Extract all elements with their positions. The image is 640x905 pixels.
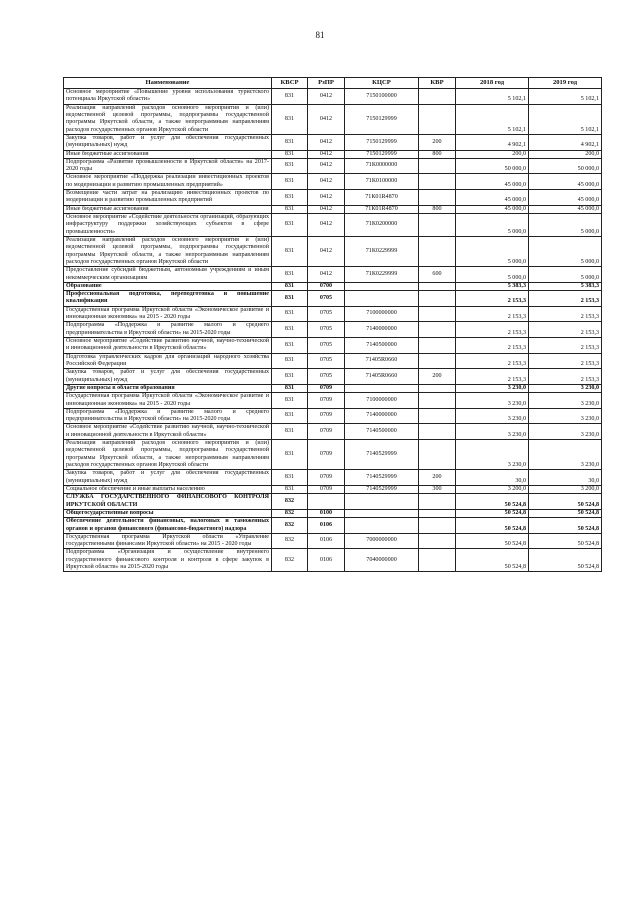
cell-2018: 5 000,0 bbox=[456, 236, 529, 266]
cell-kvr bbox=[419, 338, 456, 354]
cell-name: Основное мероприятие «Поддержка реализации инвестиционных проектов по модернизации и развитию промышленных предприятий» bbox=[64, 174, 272, 190]
cell-rzpr: 0412 bbox=[308, 134, 345, 150]
cell-kcsr: 7040000000 bbox=[345, 549, 419, 572]
cell-2019: 50 524,8 bbox=[529, 518, 602, 534]
cell-kvsr: 831 bbox=[272, 134, 308, 150]
table-row bbox=[64, 393, 602, 409]
page-number: 81 bbox=[315, 30, 325, 40]
cell-2018: 3 230,0 bbox=[456, 384, 529, 392]
cell-kvr bbox=[419, 322, 456, 338]
cell-2018: 50 524,8 bbox=[456, 509, 529, 517]
cell-kvsr: 831 bbox=[272, 408, 308, 424]
cell-2018: 3 200,0 bbox=[456, 485, 529, 493]
cell-kcsr: 71405R0660 bbox=[345, 369, 419, 385]
table-row bbox=[64, 384, 602, 392]
cell-kvr bbox=[419, 291, 456, 307]
cell-kvsr: 831 bbox=[272, 267, 308, 283]
table-row bbox=[64, 267, 602, 283]
cell-rzpr: 0100 bbox=[308, 509, 345, 517]
cell-2019: 4 902,1 bbox=[529, 134, 602, 150]
cell-rzpr: 0705 bbox=[308, 369, 345, 385]
cell-2019: 5 000,0 bbox=[529, 267, 602, 283]
cell-name: СЛУЖБА ГОСУДАРСТВЕННОГО ФИНАНСОВОГО КОНТРОЛЯ ИРКУТСКОЙ ОБЛАСТИ bbox=[64, 494, 272, 510]
table-row bbox=[64, 533, 602, 549]
cell-kvsr: 831 bbox=[272, 306, 308, 322]
cell-name: Другие вопросы в области образования bbox=[64, 384, 272, 392]
cell-kvr bbox=[419, 353, 456, 369]
cell-kvr bbox=[419, 424, 456, 440]
cell-kvsr: 831 bbox=[272, 470, 308, 486]
cell-kcsr: 7100000000 bbox=[345, 393, 419, 409]
cell-rzpr: 0705 bbox=[308, 338, 345, 354]
cell-rzpr: 0705 bbox=[308, 306, 345, 322]
cell-kcsr: 7140000000 bbox=[345, 408, 419, 424]
cell-2019: 2 153,3 bbox=[529, 306, 602, 322]
cell-kcsr: 71К0200000 bbox=[345, 214, 419, 237]
header-kcsr: КЦСР bbox=[345, 78, 419, 89]
cell-rzpr: 0412 bbox=[308, 158, 345, 174]
table-row bbox=[64, 518, 602, 534]
cell-2019: 5 000,0 bbox=[529, 214, 602, 237]
cell-2018: 5 383,3 bbox=[456, 282, 529, 290]
cell-rzpr: 0412 bbox=[308, 267, 345, 283]
cell-kvr: 800 bbox=[419, 150, 456, 158]
cell-name: Подпрограмма «Поддержка и развитие малого и среднего предпринимательства в Иркутской области» на 2015-2020 годы bbox=[64, 322, 272, 338]
cell-rzpr: 0709 bbox=[308, 393, 345, 409]
cell-rzpr: 0705 bbox=[308, 353, 345, 369]
cell-kvr: 800 bbox=[419, 205, 456, 213]
cell-kvsr: 832 bbox=[272, 509, 308, 517]
cell-rzpr bbox=[308, 494, 345, 510]
table-row bbox=[64, 236, 602, 266]
table-row bbox=[64, 174, 602, 190]
cell-2018: 50 524,8 bbox=[456, 533, 529, 549]
cell-name: Государственная программа Иркутской области «Экономическое развитие и инновационная экономика» на 2015 - 2020 годы bbox=[64, 306, 272, 322]
cell-kvsr: 831 bbox=[272, 440, 308, 470]
cell-kcsr: 7000000000 bbox=[345, 533, 419, 549]
cell-kvsr: 831 bbox=[272, 150, 308, 158]
cell-2018: 50 524,8 bbox=[456, 518, 529, 534]
cell-kvsr: 832 bbox=[272, 549, 308, 572]
cell-kvsr: 831 bbox=[272, 89, 308, 105]
cell-2018: 2 153,3 bbox=[456, 353, 529, 369]
cell-kvr bbox=[419, 158, 456, 174]
cell-kvsr: 832 bbox=[272, 533, 308, 549]
cell-name: Профессиональная подготовка, переподготовка и повышение квалификации bbox=[64, 291, 272, 307]
table-row bbox=[64, 549, 602, 572]
cell-kcsr: 71К0100000 bbox=[345, 174, 419, 190]
cell-2018: 5 102,1 bbox=[456, 89, 529, 105]
cell-2018: 30,0 bbox=[456, 470, 529, 486]
table-row bbox=[64, 291, 602, 307]
table-row bbox=[64, 282, 602, 290]
cell-2019: 50 524,8 bbox=[529, 494, 602, 510]
cell-2019: 2 153,3 bbox=[529, 338, 602, 354]
cell-rzpr: 0412 bbox=[308, 190, 345, 206]
table-row bbox=[64, 306, 602, 322]
cell-kvsr: 831 bbox=[272, 384, 308, 392]
cell-kcsr: 7100000000 bbox=[345, 306, 419, 322]
cell-2019: 50 524,8 bbox=[529, 509, 602, 517]
cell-kvsr: 831 bbox=[272, 205, 308, 213]
cell-2018: 2 153,3 bbox=[456, 338, 529, 354]
cell-2019: 2 153,3 bbox=[529, 353, 602, 369]
cell-kvr bbox=[419, 384, 456, 392]
cell-kcsr: 71К0229999 bbox=[345, 236, 419, 266]
budget-table bbox=[63, 77, 602, 572]
table-row bbox=[64, 369, 602, 385]
table-row bbox=[64, 424, 602, 440]
cell-kvr bbox=[419, 509, 456, 517]
cell-name: Государственная программа Иркутской области «Экономическое развитие и инновационная экономика» на 2015 - 2020 годы bbox=[64, 393, 272, 409]
cell-2018: 3 230,0 bbox=[456, 440, 529, 470]
cell-rzpr: 0412 bbox=[308, 174, 345, 190]
cell-kvsr: 831 bbox=[272, 214, 308, 237]
cell-kvsr: 832 bbox=[272, 518, 308, 534]
cell-2018: 2 153,3 bbox=[456, 306, 529, 322]
table-row bbox=[64, 89, 602, 105]
cell-kvr bbox=[419, 518, 456, 534]
cell-2019: 50 524,8 bbox=[529, 549, 602, 572]
cell-kcsr bbox=[345, 494, 419, 510]
cell-2018: 45 000,0 bbox=[456, 174, 529, 190]
cell-rzpr: 0412 bbox=[308, 104, 345, 134]
header-rzpr: РзПР bbox=[308, 78, 345, 89]
cell-2018: 50 000,0 bbox=[456, 158, 529, 174]
cell-kcsr bbox=[345, 282, 419, 290]
cell-kvr bbox=[419, 549, 456, 572]
cell-name: Возмещение части затрат на реализацию инвестиционных проектов по модернизации и развитию промышленных предприятий bbox=[64, 190, 272, 206]
cell-2019: 2 153,3 bbox=[529, 322, 602, 338]
cell-kvr bbox=[419, 174, 456, 190]
cell-2018: 50 524,8 bbox=[456, 549, 529, 572]
table-row bbox=[64, 134, 602, 150]
cell-2018: 50 524,8 bbox=[456, 494, 529, 510]
cell-2019: 45 000,0 bbox=[529, 205, 602, 213]
table-row bbox=[64, 353, 602, 369]
cell-kcsr: 7140529999 bbox=[345, 485, 419, 493]
cell-kvr bbox=[419, 306, 456, 322]
table-row bbox=[64, 322, 602, 338]
cell-2019: 30,0 bbox=[529, 470, 602, 486]
cell-name: Реализация направлений расходов основного мероприятия и (или) ведомственной целевой программы, подпрограммы государственной программы Иркутской области, а также непрограммным направлениям расходов государственных органов Иркутской области bbox=[64, 236, 272, 266]
cell-kvr bbox=[419, 393, 456, 409]
cell-kvr bbox=[419, 89, 456, 105]
cell-rzpr: 0412 bbox=[308, 150, 345, 158]
header-2019: 2019 год bbox=[529, 78, 602, 89]
cell-2019: 200,0 bbox=[529, 150, 602, 158]
cell-kvsr: 831 bbox=[272, 158, 308, 174]
cell-kvsr: 831 bbox=[272, 104, 308, 134]
cell-kcsr: 7150129999 bbox=[345, 104, 419, 134]
cell-2019: 3 230,0 bbox=[529, 424, 602, 440]
cell-kvr bbox=[419, 190, 456, 206]
cell-kcsr: 71К01R4870 bbox=[345, 190, 419, 206]
cell-kvsr: 832 bbox=[272, 494, 308, 510]
cell-name: Подпрограмма «Организация и осуществление внутреннего государственного финансового контроля и контроля в сфере закупок в Иркутской области» на 2015-2020 годы bbox=[64, 549, 272, 572]
cell-kcsr: 7140529999 bbox=[345, 470, 419, 486]
cell-2018: 2 153,3 bbox=[456, 369, 529, 385]
table-body bbox=[64, 89, 602, 572]
cell-kvr bbox=[419, 214, 456, 237]
table-row bbox=[64, 150, 602, 158]
cell-kvsr: 831 bbox=[272, 282, 308, 290]
cell-name: Обеспечение деятельности финансовых, налоговых и таможенных органов и органов финансового (финансово-бюджетного) надзора bbox=[64, 518, 272, 534]
cell-kvr bbox=[419, 533, 456, 549]
cell-name: Основное мероприятие «Содействие развитию научной, научно-технической и инновационной деятельности в Иркутской области» bbox=[64, 424, 272, 440]
table-row bbox=[64, 158, 602, 174]
cell-name: Реализация направлений расходов основного мероприятия и (или) ведомственной целевой программы, подпрограммы государственной программы Иркутской области, а также непрограммным направлениям расходов государственных органов Иркутской области bbox=[64, 104, 272, 134]
header-kvsr: КВСР bbox=[272, 78, 308, 89]
table-header-row bbox=[64, 78, 602, 89]
table-row bbox=[64, 205, 602, 213]
cell-rzpr: 0412 bbox=[308, 214, 345, 237]
cell-rzpr: 0709 bbox=[308, 485, 345, 493]
cell-2019: 5 000,0 bbox=[529, 236, 602, 266]
cell-kvr: 200 bbox=[419, 369, 456, 385]
cell-name: Закупка товаров, работ и услуг для обеспечения государственных (муниципальных) нужд bbox=[64, 134, 272, 150]
table-row bbox=[64, 190, 602, 206]
cell-kvr bbox=[419, 440, 456, 470]
cell-name: Основное мероприятие «Повышение уровня использования туристского потенциала Иркутской области» bbox=[64, 89, 272, 105]
cell-kvr bbox=[419, 494, 456, 510]
cell-kvr bbox=[419, 236, 456, 266]
cell-rzpr: 0705 bbox=[308, 322, 345, 338]
table-row bbox=[64, 214, 602, 237]
cell-2018: 3 230,0 bbox=[456, 408, 529, 424]
header-kvr: КВР bbox=[419, 78, 456, 89]
cell-rzpr: 0700 bbox=[308, 282, 345, 290]
cell-kvsr: 831 bbox=[272, 338, 308, 354]
cell-2018: 45 000,0 bbox=[456, 190, 529, 206]
cell-2018: 2 153,3 bbox=[456, 291, 529, 307]
cell-kvr: 200 bbox=[419, 470, 456, 486]
cell-2019: 2 153,3 bbox=[529, 369, 602, 385]
cell-2019: 2 153,3 bbox=[529, 291, 602, 307]
cell-name: Иные бюджетные ассигнования bbox=[64, 205, 272, 213]
cell-kcsr bbox=[345, 509, 419, 517]
cell-2018: 5 000,0 bbox=[456, 214, 529, 237]
table-row bbox=[64, 338, 602, 354]
cell-kvr bbox=[419, 104, 456, 134]
cell-kvsr: 831 bbox=[272, 236, 308, 266]
header-2018: 2018 год bbox=[456, 78, 529, 89]
cell-kcsr bbox=[345, 291, 419, 307]
cell-2019: 5 102,1 bbox=[529, 89, 602, 105]
cell-2018: 3 230,0 bbox=[456, 424, 529, 440]
cell-rzpr: 0412 bbox=[308, 89, 345, 105]
cell-name: Общегосударственные вопросы bbox=[64, 509, 272, 517]
cell-name: Основное мероприятие «Содействие развитию научной, научно-технической и инновационной деятельности в Иркутской области» bbox=[64, 338, 272, 354]
cell-rzpr: 0709 bbox=[308, 440, 345, 470]
cell-2019: 45 000,0 bbox=[529, 190, 602, 206]
table-row bbox=[64, 408, 602, 424]
cell-rzpr: 0709 bbox=[308, 470, 345, 486]
cell-2018: 3 230,0 bbox=[456, 393, 529, 409]
cell-2019: 3 230,0 bbox=[529, 408, 602, 424]
cell-kvsr: 831 bbox=[272, 393, 308, 409]
cell-2019: 3 230,0 bbox=[529, 384, 602, 392]
cell-kvsr: 831 bbox=[272, 291, 308, 307]
cell-kvr: 200 bbox=[419, 134, 456, 150]
cell-kcsr: 7150100000 bbox=[345, 89, 419, 105]
cell-kvsr: 831 bbox=[272, 485, 308, 493]
cell-kcsr: 71405R0660 bbox=[345, 353, 419, 369]
cell-2019: 50 524,8 bbox=[529, 533, 602, 549]
cell-kcsr: 71К0000000 bbox=[345, 158, 419, 174]
cell-name: Предоставление субсидий бюджетным, автономным учреждениям и иным некоммерческим организациям bbox=[64, 267, 272, 283]
cell-kcsr bbox=[345, 384, 419, 392]
cell-rzpr: 0106 bbox=[308, 549, 345, 572]
cell-2018: 5 102,1 bbox=[456, 104, 529, 134]
header-name: Наименование bbox=[64, 78, 272, 89]
cell-kcsr: 7140500000 bbox=[345, 338, 419, 354]
cell-2019: 50 000,0 bbox=[529, 158, 602, 174]
cell-kvsr: 831 bbox=[272, 353, 308, 369]
table-row bbox=[64, 104, 602, 134]
table-row bbox=[64, 509, 602, 517]
cell-2018: 4 902,1 bbox=[456, 134, 529, 150]
cell-kcsr bbox=[345, 518, 419, 534]
cell-kvr bbox=[419, 408, 456, 424]
cell-kvr: 600 bbox=[419, 267, 456, 283]
cell-rzpr: 0106 bbox=[308, 533, 345, 549]
cell-name: Основное мероприятие «Содействие деятельности организаций, образующих инфраструктуру поддержки хозяйствующих субъектов в сфере промышленности» bbox=[64, 214, 272, 237]
cell-kvsr: 831 bbox=[272, 190, 308, 206]
cell-kvsr: 831 bbox=[272, 369, 308, 385]
cell-2018: 5 000,0 bbox=[456, 267, 529, 283]
cell-kvsr: 831 bbox=[272, 424, 308, 440]
cell-2018: 2 153,3 bbox=[456, 322, 529, 338]
cell-kvsr: 831 bbox=[272, 322, 308, 338]
cell-name: Образование bbox=[64, 282, 272, 290]
cell-kcsr: 71К01R4870 bbox=[345, 205, 419, 213]
cell-rzpr: 0705 bbox=[308, 291, 345, 307]
cell-name: Подпрограмма «Поддержка и развитие малого и среднего предпринимательства в Иркутской области» на 2015-2020 годы bbox=[64, 408, 272, 424]
cell-kcsr: 7140500000 bbox=[345, 424, 419, 440]
cell-2019: 3 230,0 bbox=[529, 393, 602, 409]
cell-rzpr: 0709 bbox=[308, 408, 345, 424]
cell-2019: 45 000,0 bbox=[529, 174, 602, 190]
cell-name: Реализация направлений расходов основного мероприятия и (или) ведомственной целевой программы, подпрограммы государственной программы Иркутской области, а также непрограммным направлениям расходов государственных органов Иркутской области bbox=[64, 440, 272, 470]
cell-rzpr: 0106 bbox=[308, 518, 345, 534]
cell-name: Подготовка управленческих кадров для организаций народного хозяйства Российской Федерации bbox=[64, 353, 272, 369]
cell-name: Подпрограмма «Развитие промышленности в Иркутской области» на 2017-2020 годы bbox=[64, 158, 272, 174]
cell-kvr bbox=[419, 282, 456, 290]
cell-name: Государственная программа Иркутской области «Управление государственными финансами Иркутской области» на 2015 - 2020 годы bbox=[64, 533, 272, 549]
cell-name: Закупка товаров, работ и услуг для обеспечения государственных (муниципальных) нужд bbox=[64, 369, 272, 385]
cell-kcsr: 7140000000 bbox=[345, 322, 419, 338]
cell-2019: 5 383,3 bbox=[529, 282, 602, 290]
cell-rzpr: 0412 bbox=[308, 236, 345, 266]
cell-rzpr: 0412 bbox=[308, 205, 345, 213]
cell-kcsr: 7150129999 bbox=[345, 150, 419, 158]
cell-kcsr: 7140529999 bbox=[345, 440, 419, 470]
cell-kvr: 300 bbox=[419, 485, 456, 493]
cell-2018: 45 000,0 bbox=[456, 205, 529, 213]
cell-name: Закупка товаров, работ и услуг для обеспечения государственных (муниципальных) нужд bbox=[64, 470, 272, 486]
cell-kcsr: 7150129999 bbox=[345, 134, 419, 150]
cell-rzpr: 0709 bbox=[308, 424, 345, 440]
cell-name: Иные бюджетные ассигнования bbox=[64, 150, 272, 158]
table-row bbox=[64, 494, 602, 510]
table-row bbox=[64, 485, 602, 493]
cell-name: Социальное обеспечение и иные выплаты населению bbox=[64, 485, 272, 493]
table-row bbox=[64, 440, 602, 470]
cell-2019: 3 200,0 bbox=[529, 485, 602, 493]
cell-2018: 200,0 bbox=[456, 150, 529, 158]
cell-kcsr: 71К0229999 bbox=[345, 267, 419, 283]
cell-2019: 5 102,1 bbox=[529, 104, 602, 134]
cell-kvsr: 831 bbox=[272, 174, 308, 190]
table-row bbox=[64, 470, 602, 486]
cell-2019: 3 230,0 bbox=[529, 440, 602, 470]
cell-rzpr: 0709 bbox=[308, 384, 345, 392]
